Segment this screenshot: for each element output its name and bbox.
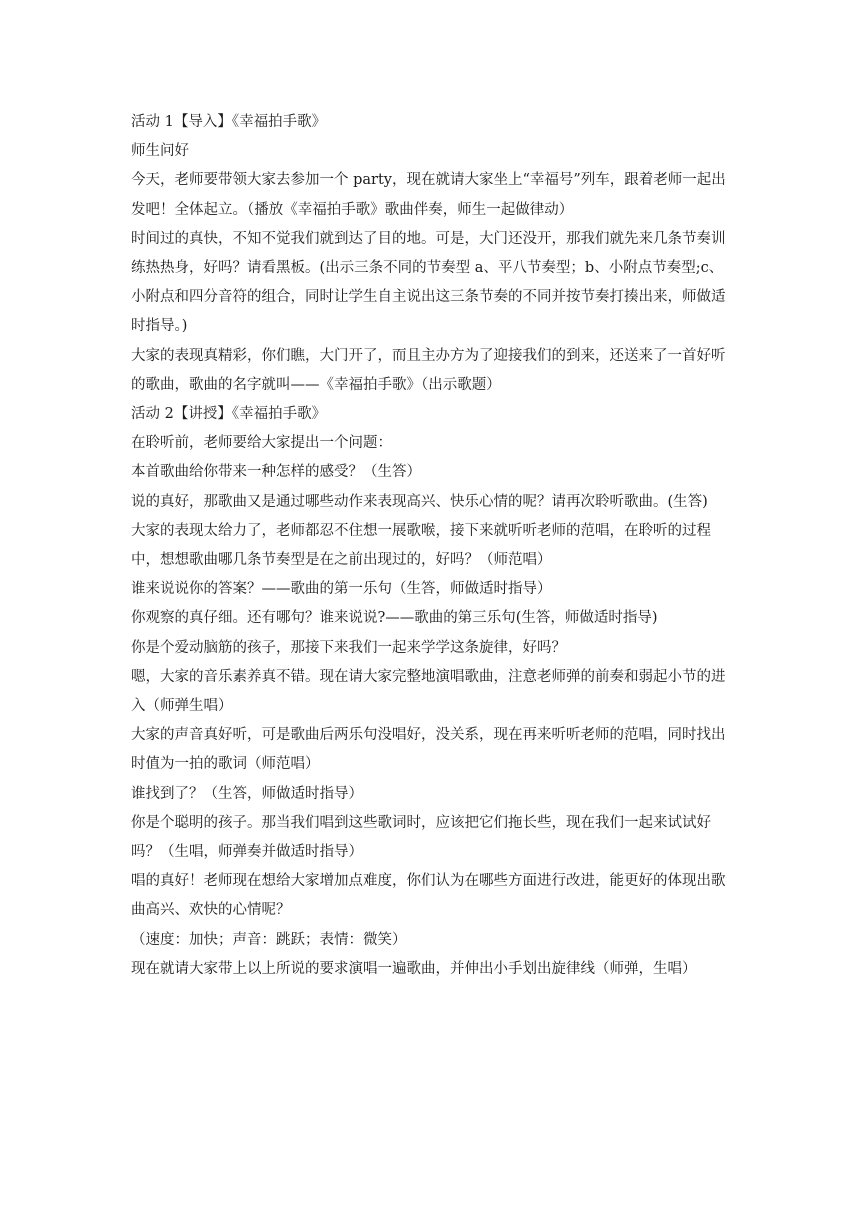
paragraph: （速度：加快；声音：跳跃；表情：微笑） — [131, 931, 407, 948]
paragraph: 大家的表现真精彩，你们瞧，大门开了，而且主办方为了迎接我们的到来，还送来了一首好听的歌曲，歌曲的名字就叫——《幸福拍手歌》（出示歌题） — [131, 347, 726, 393]
paragraph: 大家的声音真好听，可是歌曲后两乐句没唱好，没关系，现在再来听听老师的范唱，同时找出时值为一拍的歌词（师范唱） — [131, 727, 726, 773]
paragraph: 时间过的真快，不知不觉我们就到达了目的地。可是，大门还没开，那我们就先来几条节奏训练热热身，好吗？请看黑板。(出示三条不同的节奏型 a、平八节奏型；b、小附点节奏型;c、小附点和四分音符的组合，同时让学生自主说出这三条节奏的不同并按节奏打揍出来，师做适时指导。) — [131, 230, 726, 335]
paragraph: 嗯，大家的音乐素养真不错。现在请大家完整地演唱歌曲，注意老师弹的前奏和弱起小节的进入（师弹生唱） — [131, 668, 726, 715]
paragraph: 唱的真好！老师现在想给大家增加点难度，你们认为在哪些方面进行改进，能更好的体现出歌曲高兴、欢快的心情呢？ — [131, 873, 726, 919]
paragraph: 在聆听前，老师要给大家提出一个问题： — [131, 435, 392, 452]
paragraph: 谁找到了？（生答，师做适时指导） — [131, 785, 363, 802]
paragraph: 今天，老师要带领大家去参加一个 party，现在就请大家坐上“幸福号”列车，跟着老师一起出发吧！全体起立。（播放《幸福拍手歌》歌曲伴奏，师生一起做律动） — [131, 172, 726, 218]
paragraph: 说的真好，那歌曲又是通过哪些动作来表现高兴、快乐心情的呢？请再次聆听歌曲。(生答) — [131, 493, 708, 510]
paragraph: 师生问好 — [131, 143, 189, 160]
activity-1-heading: 活动 1【导入】《幸福拍手歌》 — [131, 114, 327, 130]
paragraph: 大家的表现太给力了，老师都忍不住想一展歌喉，接下来就听听老师的范唱，在聆听的过程中，想想歌曲哪几条节奏型是在之前出现过的，好吗？（师范唱） — [131, 522, 711, 569]
paragraph: 你观察的真仔细。还有哪句？谁来说说?——歌曲的第三乐句(生答，师做适时指导) — [131, 610, 658, 627]
paragraph: 你是个聪明的孩子。那当我们唱到这些歌词时，应该把它们拖长些，现在我们一起来试试好吗？（生唱，师弹奏并做适时指导） — [131, 814, 711, 861]
paragraph: 你是个爱动脑筋的孩子，那接下来我们一起来学学这条旋律，好吗？ — [131, 639, 566, 656]
lesson-plan-body — [131, 108, 731, 984]
paragraph: 现在就请大家带上以上所说的要求演唱一遍歌曲，并伸出小手划出旋律线（师弹，生唱） — [131, 960, 697, 977]
paragraph: 本首歌曲给你带来一种怎样的感受？（生答） — [131, 464, 421, 481]
activity-2-heading: 活动 2【讲授】《幸福拍手歌》 — [131, 406, 327, 423]
paragraph: 谁来说说你的答案？——歌曲的第一乐句（生答，师做适时指导） — [131, 581, 552, 598]
